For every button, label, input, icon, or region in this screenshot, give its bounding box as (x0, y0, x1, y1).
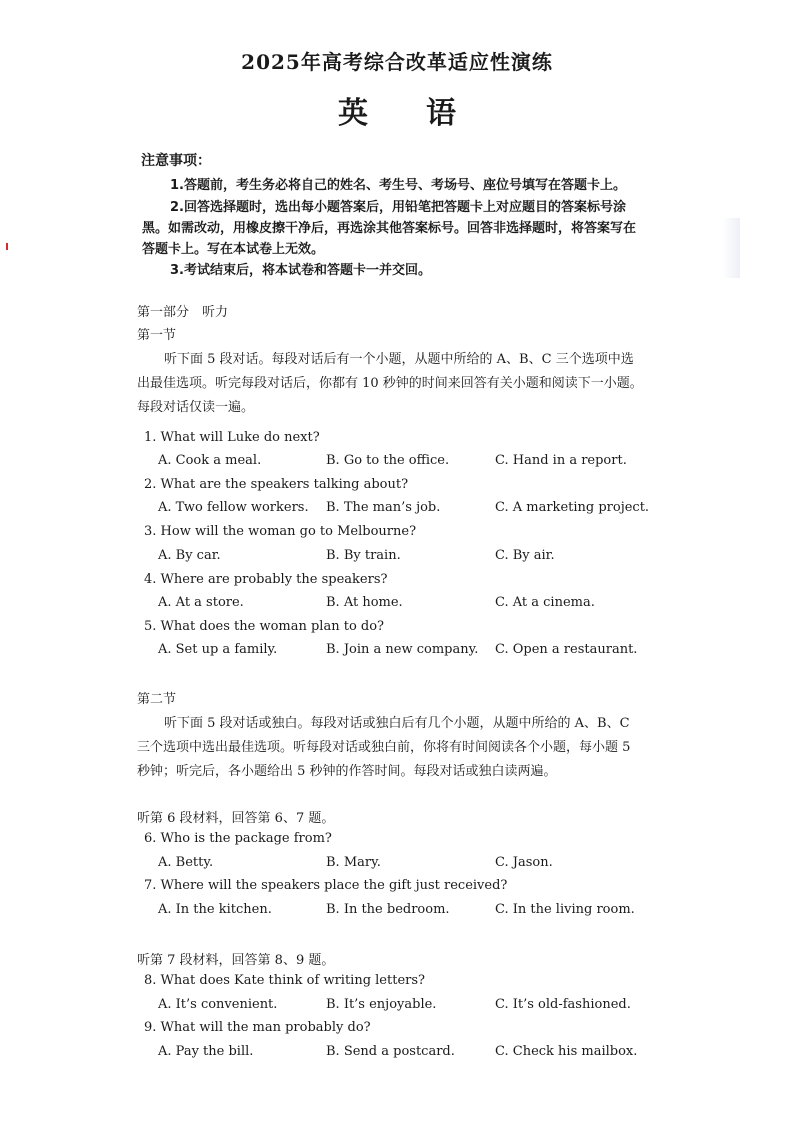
section1-heading: 第一节 (137, 328, 177, 343)
question-5-option-b: B. Join a new company. (326, 642, 479, 657)
question-4-option-c: C. At a cinema. (495, 595, 595, 610)
section2-instruction-1: 听下面 5 段对话或独白。每段对话或独白后有几个小题，从题中所给的 A、B、C (164, 716, 630, 731)
question-4-option-a: A. At a store. (158, 595, 244, 610)
question-7-option-c: C. In the living room. (495, 902, 635, 917)
question-3-option-c: C. By air. (495, 548, 555, 563)
section1-instruction-3: 每段对话仅读一遍。 (137, 400, 255, 415)
notice-item-1: 1.答题前，考生务必将自己的姓名、考生号、考场号、座位号填写在答题卡上。 (170, 178, 626, 193)
question-8: 8. What does Kate think of writing letters? (144, 973, 425, 988)
question-4: 4. Where are probably the speakers? (144, 572, 388, 587)
question-3-option-a: A. By car. (158, 548, 221, 563)
section1-instruction-1: 听下面 5 段对话。每段对话后有一个小题，从题中所给的 A、B、C 三个选项中选 (164, 352, 634, 367)
scan-mark (6, 243, 8, 250)
question-5: 5. What does the woman plan to do? (144, 619, 385, 634)
notice-item-2: 2.回答选择题时，选出每小题答案后，用铅笔把答题卡上对应题目的答案标号涂 (170, 200, 626, 215)
question-3: 3. How will the woman go to Melbourne? (144, 524, 417, 539)
notice-item-2-cont: 黑。如需改动，用橡皮擦干净后，再选涂其他答案标号。回答非选择题时，将答案写在 (142, 221, 637, 236)
question-9-option-a: A. Pay the bill. (158, 1044, 254, 1059)
question-2-option-a: A. Two fellow workers. (158, 500, 309, 515)
question-8-option-c: C. It’s old-fashioned. (495, 997, 631, 1012)
question-8-option-b: B. It’s enjoyable. (326, 997, 437, 1012)
question-7: 7. Where will the speakers place the gift just received? (144, 878, 508, 893)
material-7-heading: 听第 7 段材料，回答第 8、9 题。 (137, 953, 335, 968)
question-2-option-c: C. A marketing project. (495, 500, 650, 515)
question-6: 6. Who is the package from? (144, 831, 332, 846)
section1-instruction-2: 出最佳选项。听完每段对话后，你都有 10 秒钟的时间来回答有关小题和阅读下一小题。 (137, 376, 643, 391)
section2-instruction-2: 三个选项中选出最佳选项。听每段对话或独白前，你将有时间阅读各个小题，每小题 5 (137, 740, 631, 755)
question-6-option-b: B. Mary. (326, 855, 381, 870)
notice-item-3: 3.考试结束后，将本试卷和答题卡一并交回。 (170, 263, 431, 278)
question-1-option-b: B. Go to the office. (326, 453, 450, 468)
question-6-option-a: A. Betty. (158, 855, 214, 870)
question-5-option-a: A. Set up a family. (158, 642, 278, 657)
question-3-option-b: B. By train. (326, 548, 401, 563)
question-6-option-c: C. Jason. (495, 855, 553, 870)
question-8-option-a: A. It’s convenient. (158, 997, 278, 1012)
section2-heading: 第二节 (137, 692, 177, 707)
section2-instruction-3: 秒钟；听完后，各小题给出 5 秒钟的作答时间。每段对话或独白读两遍。 (137, 764, 557, 779)
exam-subject: 英语 (338, 96, 514, 131)
question-9-option-b: B. Send a postcard. (326, 1044, 455, 1059)
question-9-option-c: C. Check his mailbox. (495, 1044, 638, 1059)
question-2-option-b: B. The man’s job. (326, 500, 441, 515)
notice-item-2-cont-2: 答题卡上。写在本试卷上无效。 (142, 242, 325, 257)
question-7-option-a: A. In the kitchen. (158, 902, 272, 917)
question-2: 2. What are the speakers talking about? (144, 477, 409, 492)
question-1-option-c: C. Hand in a report. (495, 453, 627, 468)
material-6-heading: 听第 6 段材料，回答第 6、7 题。 (137, 811, 335, 826)
question-5-option-c: C. Open a restaurant. (495, 642, 638, 657)
question-9: 9. What will the man probably do? (144, 1020, 371, 1035)
part1-heading: 第一部分 听力 (137, 305, 229, 320)
scan-edge-shade (722, 218, 740, 278)
exam-title: 2025年高考综合改革适应性演练 (241, 50, 553, 74)
question-4-option-b: B. At home. (326, 595, 403, 610)
question-1: 1. What will Luke do next? (144, 430, 320, 445)
question-7-option-b: B. In the bedroom. (326, 902, 450, 917)
notice-heading: 注意事项： (141, 153, 211, 169)
question-1-option-a: A. Cook a meal. (158, 453, 262, 468)
